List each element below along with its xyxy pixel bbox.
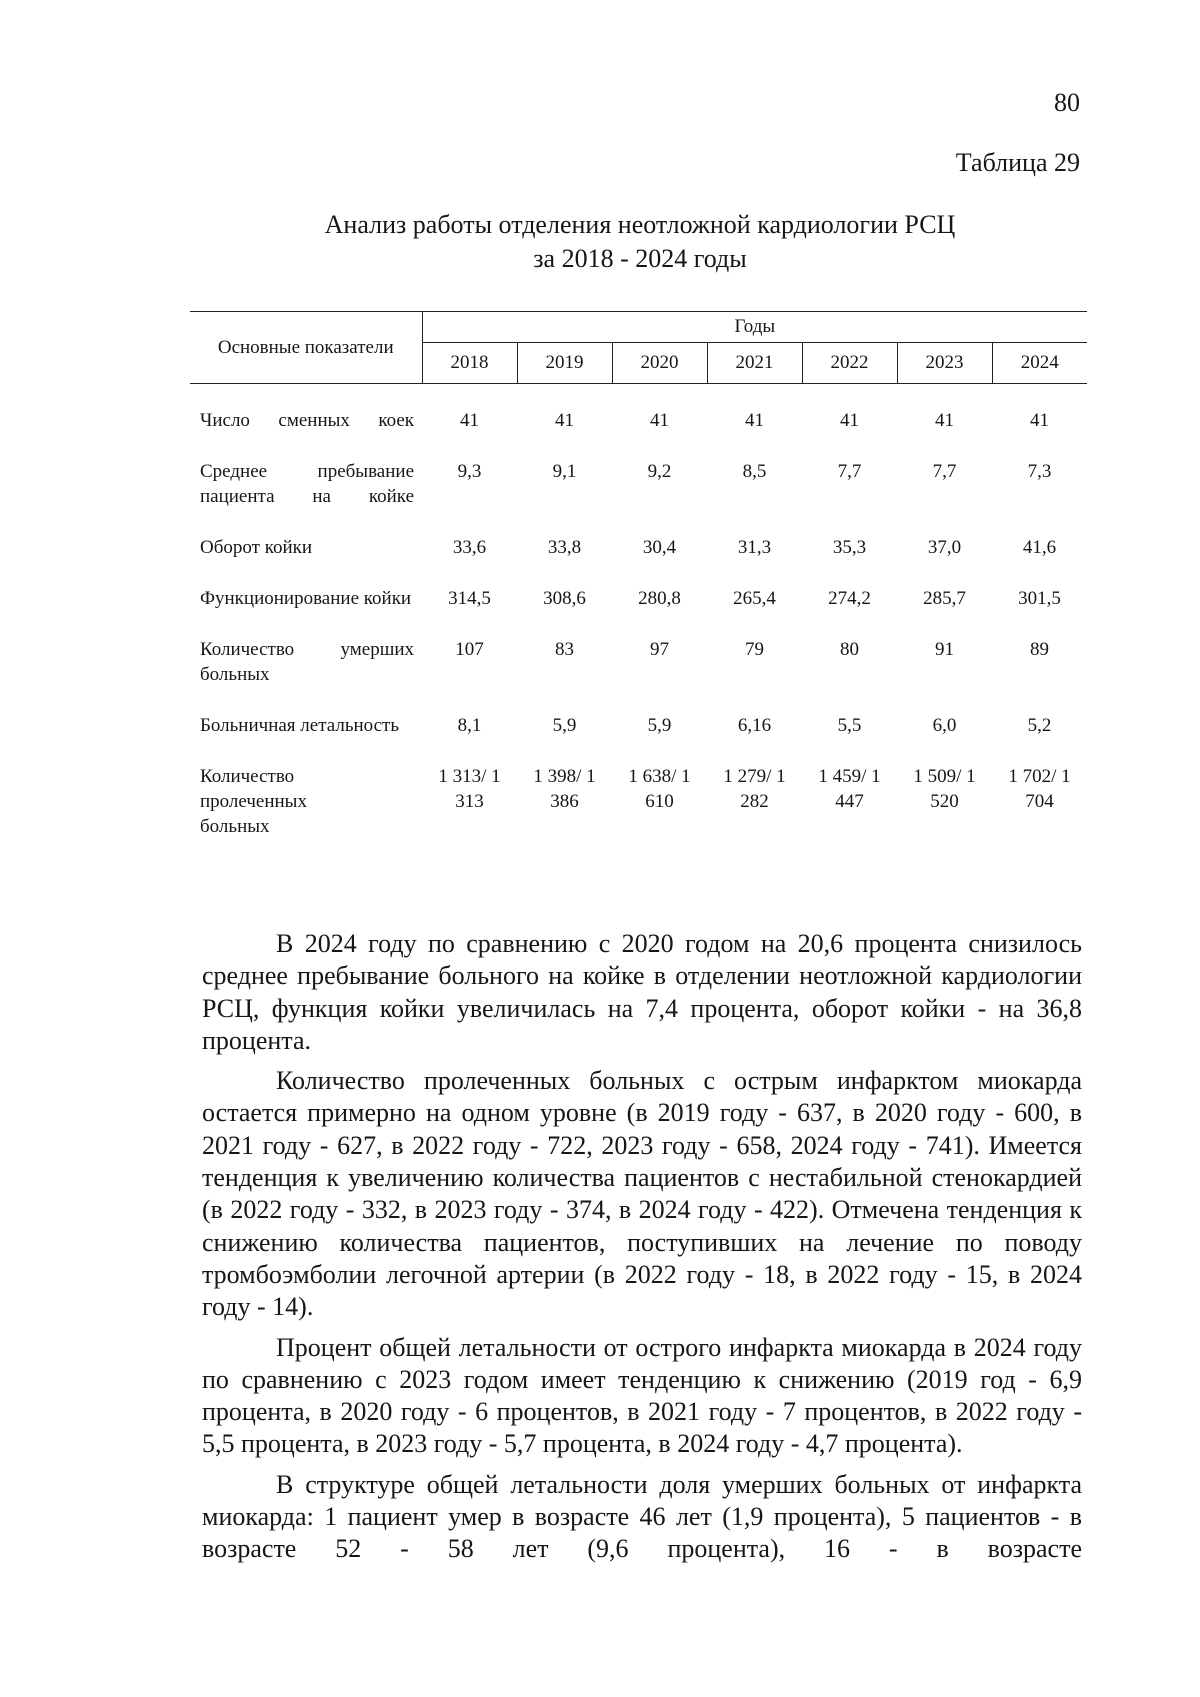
table-row	[190, 713, 1087, 764]
table-cell: 7,7	[932, 461, 957, 482]
table-row	[190, 408, 1087, 459]
table-cell: 80	[840, 639, 859, 660]
column-header-year: 2024	[992, 343, 1087, 384]
table-row	[190, 535, 1087, 586]
column-header-year: 2020	[612, 343, 707, 384]
column-header-year: 2018	[422, 343, 517, 384]
table-number: Таблица 29	[955, 148, 1080, 177]
table-cell: 7,7	[837, 461, 862, 482]
table-cell: 30,4	[642, 537, 677, 558]
table-cell: 1 279/ 1 282	[723, 766, 786, 812]
column-header-indicators: Основные показатели	[190, 312, 422, 384]
column-header-year: 2023	[897, 343, 992, 384]
table-cell: 33,6	[452, 537, 487, 558]
table-row	[190, 586, 1087, 637]
table-cell: 6,16	[737, 715, 772, 736]
table-cell: 1 313/ 1 313	[438, 766, 501, 812]
table-cell: 265,4	[733, 588, 776, 609]
column-header-year: 2022	[802, 343, 897, 384]
document-title-line-1: Анализ работы отделения неотложной кардиологии РСЦ	[324, 210, 956, 239]
table-cell: 41	[555, 410, 574, 431]
document-title	[190, 208, 1090, 276]
table-cell: 41	[1030, 410, 1050, 431]
table-cell: 41	[460, 410, 479, 431]
row-label: Оборот койки	[200, 537, 313, 558]
table-cell: 8,5	[742, 461, 767, 482]
table-cell: 5,9	[647, 715, 672, 736]
table-cell: 41	[840, 410, 859, 431]
indicators-table	[190, 311, 1087, 839]
table-cell: 37,0	[927, 537, 962, 558]
table-cell: 31,3	[737, 537, 772, 558]
table-cell: 308,6	[543, 588, 586, 609]
body-text	[202, 928, 1082, 1574]
table-cell: 79	[745, 639, 764, 660]
table-cell: 41,6	[1022, 537, 1057, 558]
row-label: Функционирование койки	[200, 588, 412, 609]
table-cell: 280,8	[638, 588, 681, 609]
table-cell: 83	[555, 639, 574, 660]
table-cell: 1 702/ 1 704	[1008, 766, 1071, 812]
table-cell: 274,2	[828, 588, 871, 609]
paragraph: В структуре общей летальности доля умерших больных от инфаркта миокарда: 1 пациент умер в возрасте 46 лет (1,9 процента), 5 пациентов - в возрасте 52 - 58 лет (9,6 процента), 16 - в возрасте	[202, 1469, 1082, 1564]
table-cell: 5,5	[837, 715, 862, 736]
row-label: Среднее пребывание пациента на койке	[200, 461, 414, 507]
row-label: Количество умерших больных	[200, 639, 414, 685]
table-cell: 41	[650, 410, 669, 431]
table-cell: 9,3	[457, 461, 482, 482]
table-cell: 1 459/ 1 447	[818, 766, 881, 812]
table-cell: 1 638/ 1 610	[628, 766, 691, 812]
paragraph: Количество пролеченных больных с острым инфарктом миокарда остается примерно на одном уровне (в 2019 году - 637, в 2020 году - 600, в 2021 году - 627, в 2022 году - 722, 2023 году - 658, 2024 году - 741). Имеется тенденция к увеличению количества пациентов с нестабильной стенокардией (в 2022 году - 332, в 2023 году - 374, в 2024 году - 422). Отмечена тенденция к снижению количества пациентов, поступивших на лечение по поводу тромбоэмболии легочной артерии (в 2022 году - 18, в 2022 году - 15, в 2024 году - 14).	[202, 1066, 1082, 1322]
column-header-years-group: Годы	[422, 312, 1087, 343]
table-cell: 41	[935, 410, 954, 431]
table-cell: 1 398/ 1 386	[533, 766, 596, 812]
document-title-line-2: за 2018 - 2024 годы	[533, 244, 747, 273]
table-row	[190, 459, 1087, 535]
table-cell: 6,0	[932, 715, 957, 736]
table-cell: 8,1	[457, 715, 482, 736]
table-cell: 35,3	[832, 537, 867, 558]
paragraph: Процент общей летальности от острого инфаркта миокарда в 2024 году по сравнению с 2023 годом имеет тенденцию к снижению (2019 год - 6,9 процента, в 2020 году - 6 процентов, в 2021 году - 7 процентов, в 2022 году - 5,5 процента, в 2023 году - 5,7 процента, в 2024 году - 4,7 процента).	[202, 1332, 1082, 1459]
table-cell: 314,5	[448, 588, 491, 609]
table-cell: 107	[455, 639, 484, 660]
row-label: Число сменных коек	[200, 410, 414, 431]
table-cell: 301,5	[1018, 588, 1061, 609]
table-cell: 5,9	[552, 715, 577, 736]
table-cell: 285,7	[923, 588, 966, 609]
table-cell: 41	[745, 410, 764, 431]
column-header-year: 2019	[517, 343, 612, 384]
table-cell: 91	[935, 639, 954, 660]
row-label: Количество пролеченных больных	[200, 766, 307, 837]
table-row	[190, 764, 1087, 839]
table-cell: 1 509/ 1 520	[913, 766, 976, 812]
table-cell: 7,3	[1027, 461, 1052, 482]
row-label: Больничная летальность	[200, 715, 400, 736]
table-cell: 9,2	[647, 461, 672, 482]
table-cell: 97	[650, 639, 669, 660]
table-cell: 5,2	[1027, 715, 1052, 736]
table-cell: 33,8	[547, 537, 582, 558]
column-header-year: 2021	[707, 343, 802, 384]
table-cell: 9,1	[552, 461, 577, 482]
table-row	[190, 637, 1087, 713]
table-cell: 89	[1030, 639, 1050, 660]
paragraph: В 2024 году по сравнению с 2020 годом на 20,6 процента снизилось среднее пребывание больного на койке в отделении неотложной кардиологии РСЦ, функция койки увеличилась на 7,4 процента, оборот койки - на 36,8 процента.	[202, 929, 1082, 1055]
page-number: 80	[1054, 88, 1080, 117]
